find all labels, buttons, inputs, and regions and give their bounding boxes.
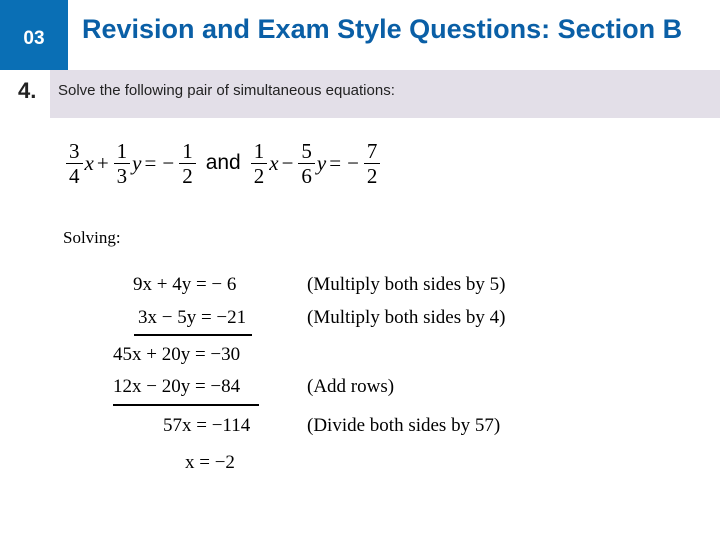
minus-sign: − xyxy=(162,150,175,175)
denominator: 6 xyxy=(301,163,312,188)
denominator: 2 xyxy=(253,163,265,188)
section-number: 03 xyxy=(23,28,45,49)
step-note: (Divide both sides by 57) xyxy=(307,415,501,436)
fraction xyxy=(364,139,381,188)
divider-line xyxy=(113,404,259,406)
variable: x xyxy=(269,150,279,175)
equals-sign: = xyxy=(144,150,157,175)
denominator: 3 xyxy=(116,163,128,188)
fraction xyxy=(298,139,315,188)
connector-word: and xyxy=(205,151,241,174)
solution-step: 3x − 5y = −21 xyxy=(138,307,247,328)
operator: + xyxy=(96,150,109,175)
solution-step: 57x = −114 xyxy=(163,415,251,436)
solution-step: 9x + 4y = − 6 xyxy=(133,274,237,295)
denominator: 2 xyxy=(366,163,378,188)
numerator: 1 xyxy=(251,139,268,164)
denominator: 4 xyxy=(69,163,80,188)
equals-sign: = xyxy=(329,150,342,175)
denominator: 2 xyxy=(182,163,193,188)
solution-step: 12x − 20y = −84 xyxy=(113,376,241,397)
numerator: 3 xyxy=(66,139,83,164)
fraction xyxy=(66,139,83,188)
question-number: 4. xyxy=(18,78,37,103)
numerator: 5 xyxy=(298,139,315,164)
variable: x xyxy=(84,150,94,175)
step-note: (Add rows) xyxy=(307,376,395,397)
step-note: (Multiply both sides by 4) xyxy=(307,307,506,328)
operator: − xyxy=(281,150,294,175)
fraction xyxy=(251,139,268,188)
step-note: (Multiply both sides by 5) xyxy=(307,274,506,295)
fraction xyxy=(179,139,196,188)
solution-step: x = −2 xyxy=(185,452,235,473)
solution-step: 45x + 20y = −30 xyxy=(113,344,241,365)
variable: y xyxy=(316,150,327,175)
variable: y xyxy=(132,150,142,175)
divider-line xyxy=(134,334,252,336)
minus-sign: − xyxy=(347,150,359,175)
numerator: 1 xyxy=(114,139,131,164)
page-title: Revision and Exam Style Questions: Section B xyxy=(82,14,683,44)
numerator: 1 xyxy=(179,139,196,164)
fraction xyxy=(114,139,131,188)
numerator: 7 xyxy=(364,139,381,164)
equations xyxy=(64,135,382,191)
solving-label: Solving: xyxy=(63,228,121,247)
question-prompt: Solve the following pair of simultaneous equations: xyxy=(58,82,395,99)
